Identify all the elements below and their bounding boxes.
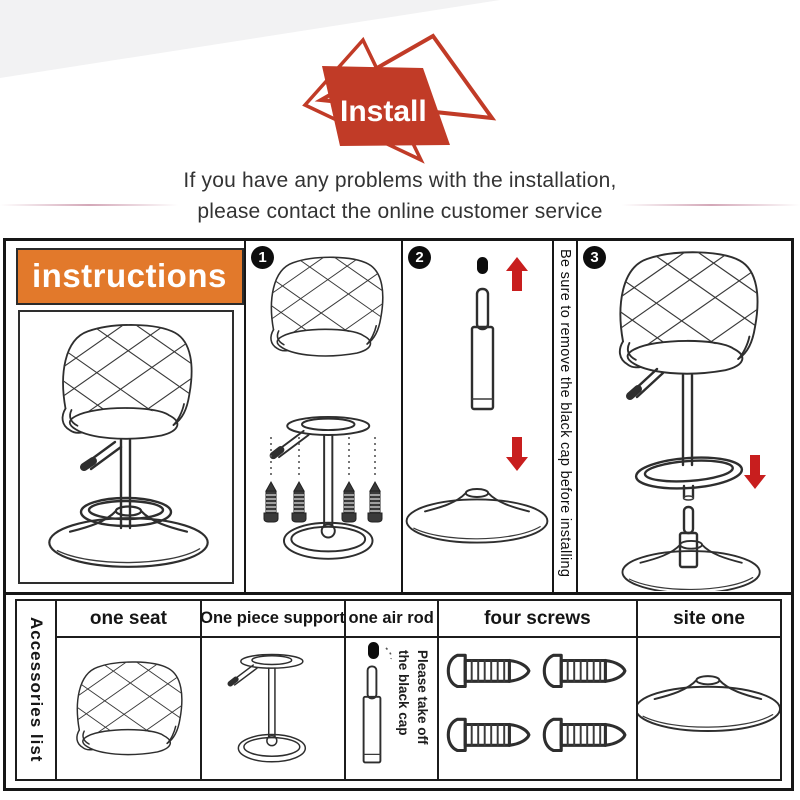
accessories-table [15,599,782,781]
airrod-note [394,650,432,745]
airrod-note-line-1: Please take off [414,650,430,745]
step-2-cell [403,241,554,592]
down-arrow-icon [506,437,528,471]
airrod-note-line-2: the black cap [395,650,411,736]
side-note-cell [554,241,578,592]
step-2-badge: 2 [408,246,431,269]
step-3-cell [578,241,791,592]
accessories-title: Accessories list [27,617,47,763]
assembled-stool-illustration [23,316,229,578]
base-illustration [638,670,780,748]
seat-illustration [60,657,196,761]
install-arrow-icon [293,28,498,170]
assembled-stool-panel [18,310,234,584]
left-flourish-line [0,204,178,206]
support-illustration [217,642,329,776]
step-1-illustration [249,241,399,585]
instructions-header: instructions [16,248,244,305]
step-2-illustration [405,241,550,583]
step-1-cell [246,241,403,592]
accessories-title-cell [17,601,57,779]
instructions-grid [6,241,791,595]
accessory-screws-header: four screws [439,601,636,638]
accessory-screws-column [439,601,638,779]
accessory-airrod-column [346,601,439,779]
accessory-base-header: site one [638,601,780,638]
accessory-support-column [202,601,346,779]
step-3-illustration [585,241,785,591]
up-arrow-icon [506,257,528,291]
instruction-frame [3,238,794,791]
subtitle-line-2: please contact the online customer service [197,200,603,223]
accessory-base-column [638,601,780,779]
instructions-column [6,241,246,592]
down-arrow-icon [744,455,766,489]
screws-illustration [439,646,635,772]
step-3-badge: 3 [583,246,606,269]
accessory-seat-column [57,601,201,779]
step-1-badge: 1 [251,246,274,269]
subtitle-line-1: If you have any problems with the installation, [183,169,617,192]
install-logo [293,28,498,170]
accessory-support-header: One piece support [202,601,344,638]
accessory-airrod-header: one air rod [346,601,437,638]
accessory-seat-header: one seat [57,601,199,638]
right-flourish-line [622,204,800,206]
side-note-text: Be sure to remove the black cap before installing [557,249,573,578]
install-logo-text: Install [340,95,427,128]
